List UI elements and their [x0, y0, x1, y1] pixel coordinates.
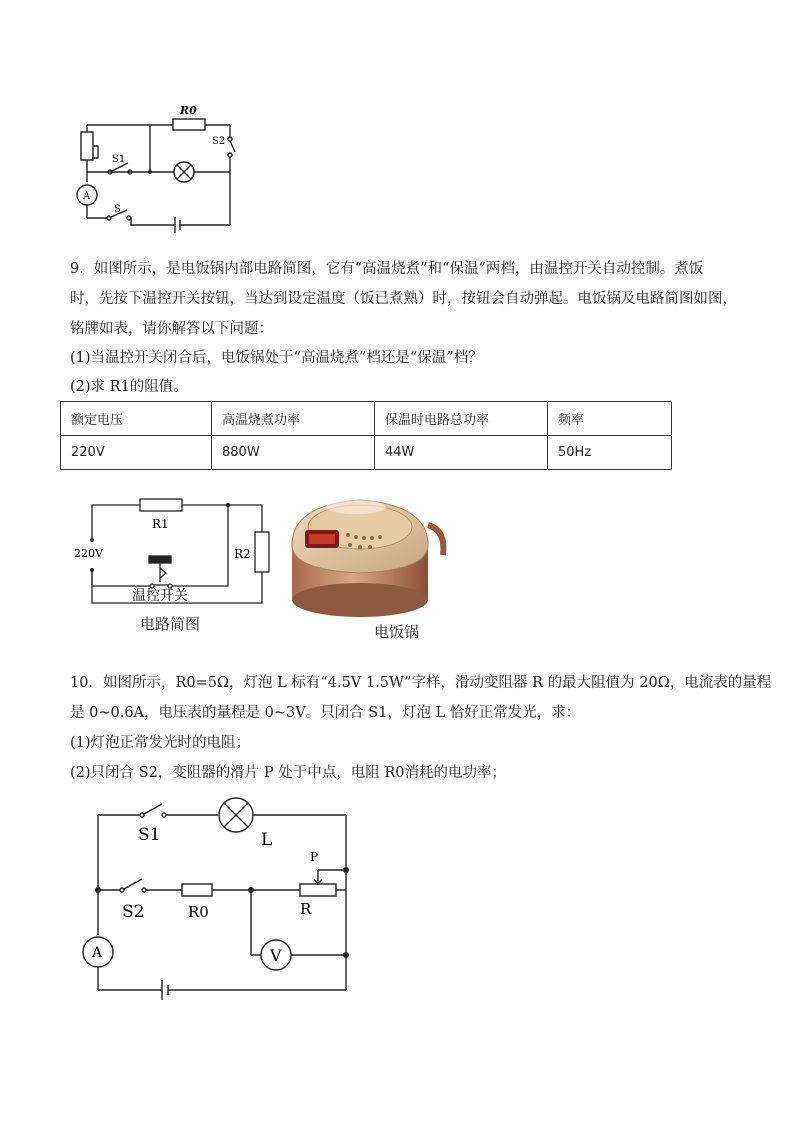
q10-sub-2: (2)只闭合 S2，变阻器的滑片 P 处于中点，电阻 R0消耗的电功率；	[70, 765, 507, 781]
circuit-caption: 电路简图	[140, 615, 201, 633]
label-s: S	[114, 204, 121, 215]
label-s1: S1	[138, 825, 161, 845]
table-cell: 220V	[61, 436, 212, 470]
label-s2: S2	[212, 136, 226, 147]
voltmeter-symbol: V	[270, 946, 282, 965]
q9-sub-1: (1)当温控开关闭合后，电饭锅处于“高温烧煮”档还是“保温”档？	[70, 350, 483, 366]
circuit-diagram-rice-cooker	[70, 490, 270, 610]
table-cell: 880W	[212, 436, 375, 470]
table-row	[61, 436, 672, 470]
table-cell: 保温时电路总功率	[375, 402, 548, 436]
q9-sub-2: (2)求 R1的阻值。	[70, 379, 188, 395]
label-slider-p: P	[310, 850, 319, 864]
q9-line-3: 铭牌如表，请你解答以下问题：	[70, 321, 273, 337]
q10-line-1: 10．如图所示，R0=5Ω，灯泡 L 标有“4.5V 1.5W”字样，滑动变阻器 R 的最大阻值为 20Ω，电流表的量程	[70, 675, 772, 691]
label-r1: R1	[152, 517, 169, 531]
table-cell: 额定电压	[61, 402, 212, 436]
ammeter-symbol: A	[83, 191, 91, 202]
q9-line-2: 时，先按下温控开关按钮，当达到设定温度（饭已煮熟）时，按钮会自动弹起。电饭锅及电路简图如图，	[70, 291, 737, 307]
circuit-diagram-3	[78, 795, 378, 1015]
q9-line-1: 9．如图所示，是电饭锅内部电路简图，它有“高温烧煮”和“保温”两档，由温控开关自动控制。煮饭	[70, 261, 704, 277]
table-cell: 50Hz	[548, 436, 672, 470]
rice-cooker-caption: 电饭锅	[374, 623, 420, 641]
label-r2: R2	[234, 547, 251, 561]
table-row	[61, 402, 672, 436]
label-r0: R0	[188, 903, 209, 921]
q10-sub-1: (1)灯泡正常发光时的电阻；	[70, 735, 251, 751]
rice-cooker-image	[278, 475, 453, 630]
label-lamp-l: L	[261, 830, 273, 850]
table-cell: 高温烧煮功率	[212, 402, 375, 436]
label-s1: S1	[112, 154, 126, 165]
label-thermostat-switch: 温控开关	[132, 588, 188, 604]
label-s2: S2	[122, 902, 145, 922]
circuit-diagram-1	[70, 100, 250, 240]
label-r0: R0	[180, 104, 197, 117]
q10-line-2: 是 0~0.6A，电压表的量程是 0~3V。只闭合 S1，灯泡 L 恰好正常发光，求：	[70, 705, 581, 721]
ammeter-symbol: A	[92, 945, 103, 961]
nameplate-table	[60, 401, 672, 470]
table-cell: 44W	[375, 436, 548, 470]
label-220v: 220V	[74, 547, 103, 560]
label-r: R	[300, 900, 312, 918]
table-cell: 频率	[548, 402, 672, 436]
